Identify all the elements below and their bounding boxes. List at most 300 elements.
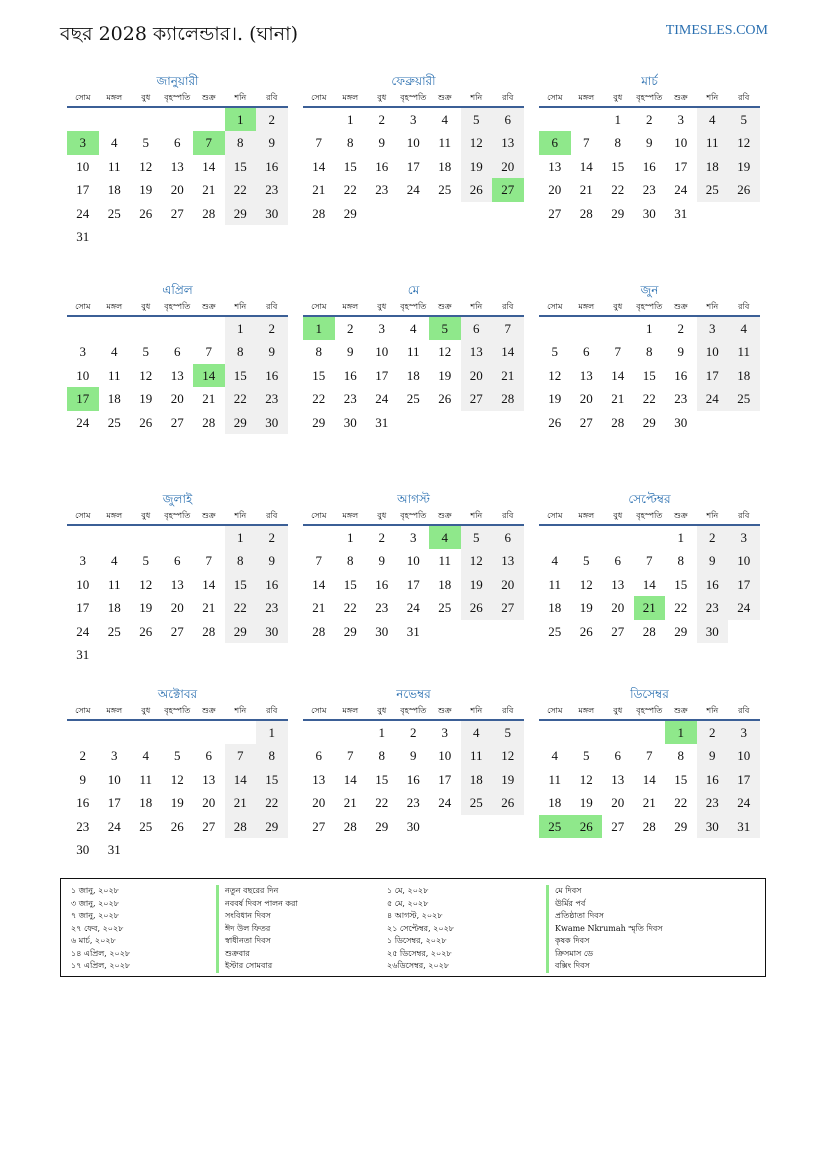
weekday-label: বৃহস্পতি	[400, 302, 427, 311]
empty-day-cell	[634, 721, 666, 744]
day-cell: 10	[76, 367, 90, 383]
week-row	[303, 317, 524, 340]
day-cell: 26	[139, 623, 153, 639]
site-link[interactable]: TIMESLES.COM	[665, 23, 768, 38]
day-cell: 7	[315, 553, 322, 569]
holiday-name: কৃষক দিবস	[546, 935, 663, 948]
weekday-header	[303, 703, 524, 721]
day-cell: 3	[410, 530, 417, 545]
empty-day-cell	[130, 643, 162, 666]
day-cell: 26	[438, 391, 452, 407]
week-row	[539, 744, 760, 767]
day-cell: 30	[76, 841, 90, 857]
day-cell: 21	[579, 182, 593, 198]
weekday-label: শনি	[470, 93, 483, 102]
day-cell: 11	[406, 344, 420, 360]
day-cell: 3	[378, 321, 385, 336]
day-cell: 11	[107, 576, 121, 592]
day-cell: 18	[697, 155, 729, 178]
empty-day-cell	[99, 317, 131, 340]
week-row	[539, 155, 760, 178]
day-cell: 21	[492, 364, 524, 387]
day-cell: 23	[76, 818, 90, 834]
day-cell: 22	[611, 182, 625, 198]
empty-day-cell	[429, 411, 461, 434]
day-cell: 19	[139, 391, 153, 407]
holiday-date: ৭ জানু, ২০২৮	[71, 911, 119, 920]
day-cell: 14	[202, 576, 216, 592]
week-row	[303, 791, 524, 814]
day-cell: 14	[579, 158, 593, 174]
empty-day-cell	[99, 721, 131, 744]
day-cell: 4	[461, 721, 493, 744]
day-cell: 6	[583, 344, 590, 360]
day-cell: 28	[312, 205, 326, 221]
empty-day-cell	[99, 643, 131, 666]
holiday-name: প্রতিষ্ঠাতা দিবস	[546, 910, 663, 923]
holiday-date: ৩ জানু, ২০২৮	[71, 898, 119, 908]
day-cell: 13	[611, 576, 625, 592]
day-cell: 14	[312, 576, 326, 592]
month-name: মে	[407, 283, 420, 297]
day-cell: 27	[202, 818, 216, 834]
weekday-label: মঙ্গল	[106, 302, 123, 311]
week-row	[67, 202, 288, 225]
day-cell: 5	[142, 135, 149, 151]
empty-day-cell	[366, 202, 398, 225]
day-cell: 13	[202, 771, 216, 787]
day-cell: 31	[728, 815, 760, 838]
day-cell: 1	[225, 526, 257, 549]
day-cell: 1	[256, 721, 288, 744]
day-cell: 26	[548, 414, 562, 430]
day-cell: 10	[438, 748, 452, 764]
day-cell: 24	[406, 600, 420, 616]
day-cell: 14	[642, 576, 656, 592]
weekday-label: বৃহস্পতি	[164, 511, 191, 520]
day-cell: 28	[202, 414, 216, 430]
day-cell: 25	[406, 391, 420, 407]
weekday-label: বুধ	[613, 511, 623, 520]
empty-day-cell	[571, 526, 603, 549]
day-cell: 6	[492, 108, 524, 131]
month-calendar	[303, 72, 524, 225]
day-cell: 8	[225, 131, 257, 154]
day-cell: 14	[343, 771, 357, 787]
week-row	[539, 549, 760, 572]
day-cell: 2	[646, 112, 653, 127]
week-row	[303, 387, 524, 410]
holiday-names-left	[216, 885, 298, 973]
day-cell: 19	[139, 600, 153, 616]
day-cell: 25	[107, 623, 121, 639]
month-calendar	[67, 685, 288, 861]
day-cell: 27	[461, 387, 493, 410]
day-cell: 6	[315, 748, 322, 764]
month-calendar	[303, 281, 524, 434]
weekday-label: রবি	[266, 706, 278, 715]
weekday-label: রবি	[502, 511, 514, 520]
month-name: জুন	[640, 283, 659, 297]
day-cell: 20	[170, 391, 184, 407]
day-cell: 24	[76, 623, 90, 639]
week-row	[67, 131, 288, 154]
week-row	[539, 340, 760, 363]
day-cell: 16	[375, 158, 389, 174]
weekday-label: শুক্র	[201, 93, 216, 102]
day-cell: 17	[76, 182, 90, 198]
weekday-label: সোম	[75, 93, 91, 102]
day-cell: 16	[256, 573, 288, 596]
empty-day-cell	[571, 108, 603, 131]
day-cell: 7	[614, 344, 621, 360]
day-cell: 23	[375, 600, 389, 616]
weekday-label: শুক্র	[673, 511, 688, 520]
weekday-label: বুধ	[377, 511, 387, 520]
empty-day-cell	[398, 202, 430, 225]
empty-day-cell	[492, 620, 524, 643]
day-cell: 28	[343, 818, 357, 834]
day-cell: 27	[312, 818, 326, 834]
weekday-label: রবি	[738, 302, 750, 311]
empty-day-cell	[193, 838, 225, 861]
day-cell: 3	[410, 112, 417, 127]
day-cell: 19	[492, 768, 524, 791]
empty-day-cell	[193, 721, 225, 744]
day-cell: 2	[256, 108, 288, 131]
empty-day-cell	[130, 225, 162, 248]
weekday-label: শনি	[706, 706, 719, 715]
holiday-dates-left	[71, 885, 130, 973]
day-cell: 5	[728, 108, 760, 131]
weekday-label: সোম	[547, 302, 563, 311]
week-row	[303, 526, 524, 549]
weekday-label: শুক্র	[437, 302, 452, 311]
empty-day-cell	[256, 643, 288, 666]
day-cell: 13	[461, 340, 493, 363]
day-cell: 21	[225, 791, 257, 814]
day-cell: 18	[728, 364, 760, 387]
day-cell: 20	[312, 795, 326, 811]
empty-day-cell	[303, 526, 335, 549]
day-cell: 22	[343, 182, 357, 198]
day-cell: 8	[347, 135, 354, 151]
day-cell: 17	[406, 158, 420, 174]
day-cell: 19	[461, 573, 493, 596]
week-row	[303, 721, 524, 744]
month-calendar	[539, 685, 760, 838]
weekday-label: বুধ	[377, 706, 387, 715]
day-cell: 3	[79, 344, 86, 360]
weekday-label: বৃহস্পতি	[636, 302, 663, 311]
weekday-label: সোম	[311, 511, 327, 520]
day-cell: 22	[674, 600, 688, 616]
day-cell: 5	[492, 721, 524, 744]
empty-day-cell	[539, 526, 571, 549]
day-cell: 28	[642, 623, 656, 639]
empty-day-cell	[602, 317, 634, 340]
weekday-label: রবি	[266, 302, 278, 311]
day-cell: 25	[461, 791, 493, 814]
weekday-label: মঙ্গল	[342, 706, 359, 715]
day-cell: 15	[674, 576, 688, 592]
day-cell: 15	[225, 573, 257, 596]
day-cell: 17	[438, 771, 452, 787]
day-cell: 1	[677, 530, 684, 545]
empty-day-cell	[728, 620, 760, 643]
weekday-label: শুক্র	[201, 706, 216, 715]
week-row	[539, 387, 760, 410]
day-cell: 5	[583, 748, 590, 764]
weekday-label: মঙ্গল	[578, 93, 595, 102]
day-cell: 6	[174, 553, 181, 569]
day-cell: 10	[76, 576, 90, 592]
empty-day-cell	[398, 411, 430, 434]
week-row	[539, 721, 760, 744]
holiday-list	[60, 878, 766, 977]
day-cell: 13	[170, 576, 184, 592]
day-cell: 30	[697, 815, 729, 838]
empty-day-cell	[130, 526, 162, 549]
weekday-label: শনি	[706, 302, 719, 311]
day-cell: 31	[76, 228, 90, 244]
day-cell: 14	[312, 158, 326, 174]
day-cell: 22	[225, 178, 257, 201]
day-cell: 10	[107, 771, 121, 787]
day-cell: 27	[170, 205, 184, 221]
day-cell: 25	[539, 815, 571, 838]
weekday-label: সোম	[547, 93, 563, 102]
day-cell: 14	[202, 158, 216, 174]
month-calendar	[67, 490, 288, 666]
day-cell: 27	[611, 623, 625, 639]
empty-day-cell	[539, 108, 571, 131]
empty-day-cell	[162, 225, 194, 248]
day-cell: 19	[728, 155, 760, 178]
day-cell: 31	[107, 841, 121, 857]
holiday-date: ৬ মার্চ, ২০২৮	[71, 936, 116, 945]
holiday-name: নববর্ষ দিবস পালন করা	[216, 898, 298, 911]
day-cell: 22	[375, 795, 389, 811]
empty-day-cell	[728, 411, 760, 434]
weekday-label: মঙ্গল	[578, 706, 595, 715]
weekday-header	[303, 299, 524, 317]
empty-day-cell	[193, 526, 225, 549]
weekday-header	[67, 299, 288, 317]
day-cell: 3	[67, 131, 99, 154]
weekday-label: রবি	[738, 511, 750, 520]
day-cell: 22	[642, 391, 656, 407]
day-cell: 7	[205, 344, 212, 360]
day-cell: 15	[611, 158, 625, 174]
day-cell: 23	[343, 391, 357, 407]
day-cell: 28	[202, 205, 216, 221]
day-cell: 15	[642, 367, 656, 383]
week-row	[67, 340, 288, 363]
day-cell: 15	[225, 155, 257, 178]
weekday-label: শনি	[234, 511, 247, 520]
day-cell: 16	[256, 155, 288, 178]
day-cell: 20	[492, 155, 524, 178]
holiday-date: ২৭ ফেব, ২০২৮	[71, 923, 124, 933]
day-cell: 30	[642, 205, 656, 221]
day-cell: 13	[170, 367, 184, 383]
day-cell: 2	[79, 748, 86, 764]
month-name: ডিসেম্বর	[630, 687, 669, 701]
week-row	[303, 131, 524, 154]
day-cell: 9	[79, 771, 86, 787]
day-cell: 19	[139, 182, 153, 198]
empty-day-cell	[193, 317, 225, 340]
weekday-label: বৃহস্পতি	[400, 93, 427, 102]
weekday-header	[67, 90, 288, 108]
day-cell: 30	[256, 620, 288, 643]
day-cell: 22	[256, 791, 288, 814]
day-cell: 11	[438, 553, 452, 569]
day-cell: 18	[548, 795, 562, 811]
day-cell: 2	[256, 526, 288, 549]
day-cell: 21	[202, 182, 216, 198]
week-row	[67, 108, 288, 131]
day-cell: 15	[674, 771, 688, 787]
weekday-label: বৃহস্পতি	[636, 706, 663, 715]
empty-day-cell	[162, 838, 194, 861]
empty-day-cell	[492, 815, 524, 838]
empty-day-cell	[335, 721, 367, 744]
day-cell: 22	[225, 596, 257, 619]
week-row	[303, 340, 524, 363]
day-cell: 17	[728, 573, 760, 596]
month-calendar	[303, 490, 524, 643]
day-cell: 15	[375, 771, 389, 787]
weekday-label: মঙ্গল	[342, 93, 359, 102]
day-cell: 10	[728, 744, 760, 767]
day-cell: 15	[343, 158, 357, 174]
day-cell: 12	[579, 576, 593, 592]
holiday-names-right	[546, 885, 663, 973]
weekday-label: শনি	[706, 511, 719, 520]
weekday-header	[539, 508, 760, 526]
day-cell: 29	[343, 623, 357, 639]
day-cell: 1	[347, 112, 354, 127]
day-cell: 9	[697, 549, 729, 572]
month-calendar	[539, 490, 760, 643]
day-cell: 21	[312, 600, 326, 616]
day-cell: 18	[139, 795, 153, 811]
day-cell: 6	[174, 344, 181, 360]
day-cell: 28	[202, 623, 216, 639]
day-cell: 12	[461, 131, 493, 154]
week-row	[303, 573, 524, 596]
day-cell: 22	[343, 600, 357, 616]
empty-day-cell	[162, 721, 194, 744]
empty-day-cell	[429, 620, 461, 643]
day-cell: 18	[438, 158, 452, 174]
day-cell: 18	[438, 576, 452, 592]
day-cell: 25	[107, 205, 121, 221]
holiday-name: ঈদ উল ফিতর	[216, 923, 298, 936]
weekday-label: বুধ	[141, 93, 151, 102]
empty-day-cell	[67, 526, 99, 549]
day-cell: 8	[225, 340, 257, 363]
weekday-label: বুধ	[613, 302, 623, 311]
day-cell: 6	[174, 135, 181, 151]
day-cell: 10	[406, 135, 420, 151]
empty-day-cell	[571, 721, 603, 744]
day-cell: 28	[642, 818, 656, 834]
holiday-name: সংবিধান দিবস	[216, 910, 298, 923]
day-cell: 26	[170, 818, 184, 834]
day-cell: 12	[461, 549, 493, 572]
day-cell: 9	[378, 135, 385, 151]
day-cell: 18	[107, 600, 121, 616]
day-cell: 29	[225, 620, 257, 643]
day-cell: 3	[697, 317, 729, 340]
day-cell: 26	[139, 414, 153, 430]
week-row	[67, 643, 288, 666]
empty-day-cell	[99, 225, 131, 248]
day-cell: 1	[665, 721, 697, 744]
day-cell: 30	[343, 414, 357, 430]
day-cell: 17	[76, 600, 90, 616]
month-calendar	[539, 72, 760, 225]
week-row	[539, 526, 760, 549]
day-cell: 21	[642, 795, 656, 811]
day-cell: 29	[256, 815, 288, 838]
empty-day-cell	[225, 721, 257, 744]
day-cell: 13	[548, 158, 562, 174]
day-cell: 22	[674, 795, 688, 811]
day-cell: 7	[492, 317, 524, 340]
day-cell: 9	[378, 553, 385, 569]
empty-day-cell	[461, 411, 493, 434]
month-calendar	[539, 281, 760, 434]
empty-day-cell	[162, 643, 194, 666]
day-cell: 12	[579, 771, 593, 787]
day-cell: 12	[139, 158, 153, 174]
week-row	[67, 573, 288, 596]
day-cell: 29	[674, 818, 688, 834]
day-cell: 25	[728, 387, 760, 410]
day-cell: 28	[225, 815, 257, 838]
day-cell: 5	[142, 553, 149, 569]
day-cell: 8	[347, 553, 354, 569]
empty-day-cell	[429, 202, 461, 225]
weekday-label: শুক্র	[201, 511, 216, 520]
weekday-label: শুক্র	[201, 302, 216, 311]
week-row	[539, 815, 760, 838]
day-cell: 5	[461, 526, 493, 549]
day-cell: 24	[107, 818, 121, 834]
empty-day-cell	[571, 317, 603, 340]
month-name: সেপ্টেম্বর	[628, 492, 671, 506]
day-cell: 4	[551, 553, 558, 569]
day-cell: 13	[492, 549, 524, 572]
empty-day-cell	[539, 317, 571, 340]
empty-day-cell	[130, 317, 162, 340]
holiday-name: স্বাধীনতা দিবস	[216, 935, 298, 948]
day-cell: 23	[256, 178, 288, 201]
weekday-label: বুধ	[141, 706, 151, 715]
day-cell: 1	[225, 108, 257, 131]
day-cell: 29	[375, 818, 389, 834]
day-cell: 13	[492, 131, 524, 154]
weekday-label: মঙ্গল	[106, 706, 123, 715]
month-name: নভেম্বর	[396, 687, 431, 701]
weekday-header	[67, 508, 288, 526]
weekday-label: সোম	[311, 302, 327, 311]
day-cell: 6	[492, 526, 524, 549]
